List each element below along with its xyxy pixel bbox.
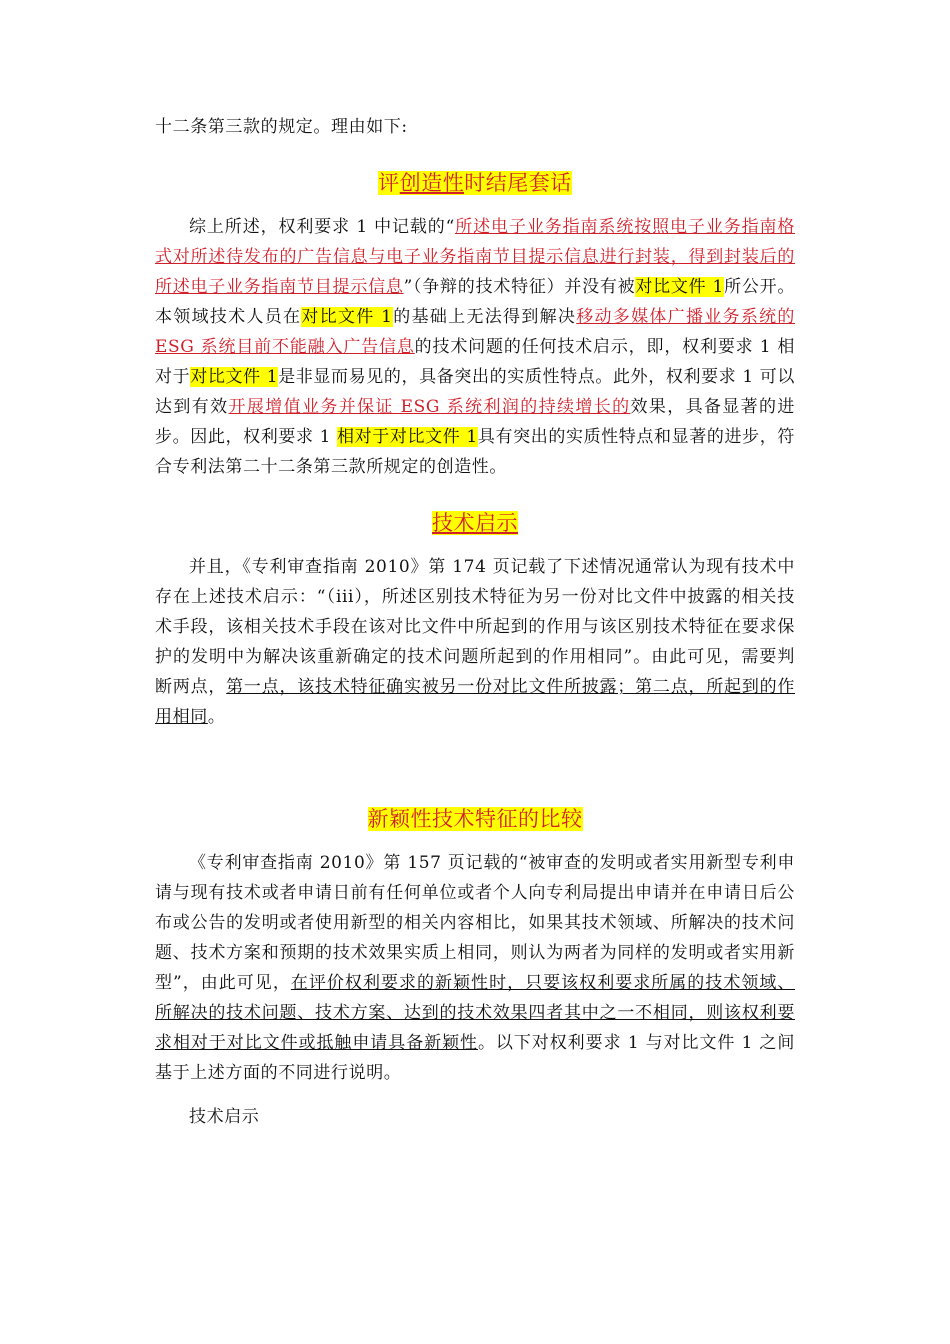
text-run: 效果，具备显著的进步。因此，权利要求 1	[155, 397, 796, 447]
technical-effect-text: 开展增值业务并保证 ESG 系统利润的持续增长的	[228, 397, 631, 417]
heading-novelty-comparison	[155, 804, 795, 834]
highlight-relative-reference-1: 相对于对比文件 1	[337, 427, 478, 447]
heading-part-c: 时结尾套话	[464, 171, 572, 195]
highlight-reference-1: 对比文件 1	[190, 367, 279, 387]
underlined-judgement-points: 第一点，该技术特征确实被另一份对比文件所披露；第二点，所起到的作用相同	[155, 677, 795, 727]
text-run: 是非显而易见的，具备突出的实质性特点。此外，权利要求 1 可以达到有效	[155, 367, 795, 417]
text-run: 并且，《专利审查指南 2010》第 174 页记载了下述情况通常认为现有技术中存在上述技术启示：“（iii），所述区别技术特征为另一份对比文件中披露的相关技术手段，该相关技术手段在该对比文件中所起到的作用与该区别技术特征在要求保护的发明中为解决该重新确定的技术问题所起到的作用相同”。由此可见，需要判断两点，	[155, 557, 795, 697]
text-run: 所公开。本领域技术人员在	[155, 277, 796, 327]
paragraph-novelty	[155, 848, 795, 1088]
text-run: 。	[207, 707, 226, 727]
technical-problem-text: 移动多媒体广播业务系统的 ESG 系统目前不能融入广告信息	[155, 307, 795, 357]
text-run: 。以下对权利要求 1 与对比文件 1 之间基于上述方面的不同进行说明。	[155, 1033, 795, 1083]
text-run: 的基础上无法得到解决	[392, 307, 577, 327]
highlight-reference-1: 对比文件 1	[635, 277, 724, 297]
heading-technical-teaching	[155, 508, 795, 538]
paragraph-technical-teaching	[155, 552, 795, 732]
text-run: 《专利审查指南 2010》第 157 页记载的“被审查的发明或者实用新型专利申请与现有技术或者申请日前有任何单位或者个人向专利局提出申请并在申请日后公布或公告的发明或者使用新型的相关内容相比，如果其技术领域、所解决的技术问题、技术方案和预期的技术效果实质上相同，则认为两者为同样的发明或者实用新型”，由此可见，	[155, 853, 795, 993]
paragraph-continuation: 十二条第三款的规定。理由如下:	[155, 117, 408, 137]
text-run: 的技术问题的任何技术启示，即，权利要求 1 相对于	[155, 337, 795, 387]
heading-inventiveness-conclusion	[155, 168, 795, 198]
highlight-reference-1: 对比文件 1	[301, 307, 393, 327]
heading-part-a: 评	[378, 171, 400, 195]
heading-text: 新颖性技术特征的比较	[367, 807, 583, 831]
heading-text: 技术启示	[432, 511, 518, 535]
subheading-technical-teaching: 技术启示	[189, 1107, 260, 1127]
heading-part-b: 创造性	[399, 171, 465, 195]
disputed-feature-text: 所述电子业务指南系统按照电子业务指南格式对所述待发布的广告信息与电子业务指南节目提示信息进行封装，得到封装后的所述电子业务指南节目提示信息	[155, 217, 795, 297]
text-run: 具有突出的实质性特点和显著的进步，符合专利法第二十二条第三款所规定的创造性。	[155, 427, 795, 477]
text-run: ”（争辩的技术特征）并没有被	[403, 277, 636, 297]
text-run: 综上所述，权利要求 1 中记载的“	[189, 217, 455, 237]
underlined-novelty-rule: 在评价权利要求的新颖性时，只要该权利要求所属的技术领域、所解决的技术问题、技术方案、达到的技术效果四者其中之一不相同，则该权利要求相对于对比文件或抵触申请具备新颖性	[155, 973, 795, 1053]
paragraph-conclusion	[155, 212, 795, 482]
document-page	[155, 112, 795, 1132]
